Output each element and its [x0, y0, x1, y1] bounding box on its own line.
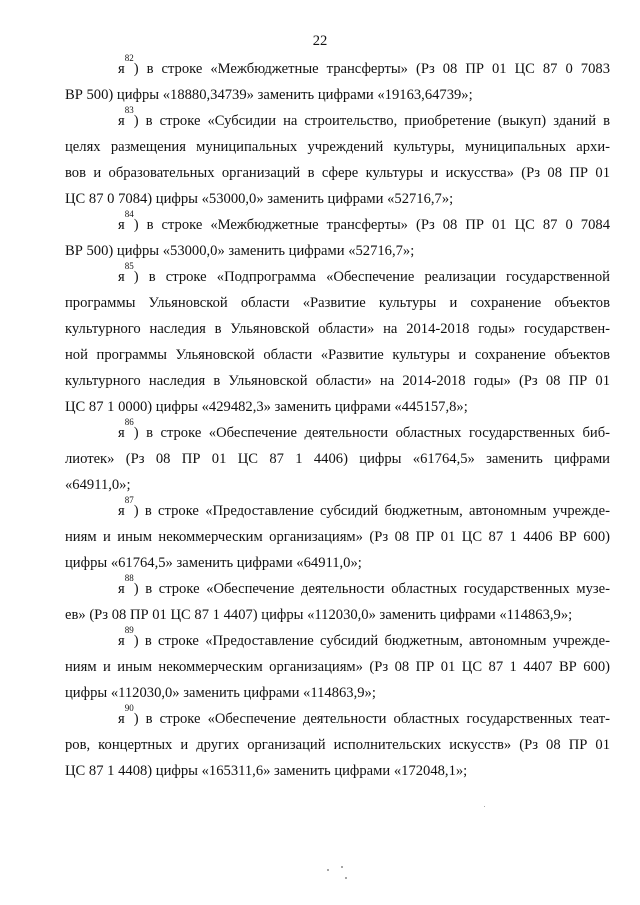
line-text: культурного наследия в Ульяновской области» на 2014-2018 годы» государствен-: [65, 321, 610, 337]
item-number: 85: [124, 261, 134, 271]
paragraph-line: [65, 758, 610, 784]
paragraph-first-line: [118, 495, 610, 524]
item-number: 86: [124, 417, 134, 427]
line-text: ) в строке «Подпрограмма «Обеспечение реализации государственной: [133, 269, 610, 285]
line-text: ниям и иным некоммерческим организациям» (Рз 08 ПР 01 ЦС 87 1 4407 ВР 600): [65, 659, 610, 675]
line-text: ниям и иным некоммерческим организациям» (Рз 08 ПР 01 ЦС 87 1 4406 ВР 600): [65, 529, 610, 545]
line-text: культурного наследия в Ульяновской области» на 2014-2018 годы» (Рз 08 ПР 01: [65, 373, 610, 389]
paragraph-line: [65, 368, 610, 394]
item-marker: я: [118, 581, 125, 597]
line-text: цифры «112030,0» заменить цифрами «114863,9»;: [65, 685, 376, 701]
line-text: ЦС 87 1 0000) цифры «429482,3» заменить цифрами «445157,8»;: [65, 399, 468, 415]
paragraph-first-line: [118, 209, 610, 238]
line-text: ) в строке «Обеспечение деятельности областных государственных теат-: [133, 711, 610, 727]
item-marker: я: [118, 633, 125, 649]
item-marker: я: [118, 269, 125, 285]
line-text: ) в строке «Субсидии на строительство, приобретение (выкуп) зданий в: [133, 113, 610, 129]
line-text: лиотек» (Рз 08 ПР 01 ЦС 87 1 4406) цифры «61764,5» заменить цифрами: [65, 451, 610, 467]
paragraph-line: [65, 446, 610, 472]
scan-speck: [341, 866, 343, 868]
item-marker: я: [118, 217, 125, 233]
paragraph-first-line: [118, 261, 610, 290]
paragraph-line: [65, 290, 610, 316]
line-text: ной программы Ульяновской области «Развитие культуры и сохранение объектов: [65, 347, 610, 363]
line-text: ) в строке «Межбюджетные трансферты» (Рз 08 ПР 01 ЦС 87 0 7083: [133, 61, 610, 77]
paragraph-line: [65, 82, 610, 108]
paragraph-line: [65, 524, 610, 550]
item-number: 90: [124, 703, 134, 713]
item-marker: я: [118, 711, 125, 727]
page-number: 22: [312, 33, 328, 49]
paragraph-line: [65, 394, 610, 420]
paragraph-line: [65, 732, 610, 758]
line-text: целях размещения муниципальных учреждений культуры, муниципальных архи-: [65, 139, 610, 155]
line-text: вов и образовательных организаций в сфере культуры и искусства» (Рз 08 ПР 01: [65, 165, 610, 181]
line-text: «64911,0»;: [65, 477, 131, 493]
paragraph-line: [65, 654, 610, 680]
paragraph-first-line: [118, 573, 610, 602]
line-text: ВР 500) цифры «53000,0» заменить цифрами «52716,7»;: [65, 243, 415, 259]
line-text: цифры «61764,5» заменить цифрами «64911,0»;: [65, 555, 362, 571]
item-marker: я: [118, 503, 125, 519]
line-text: ВР 500) цифры «18880,34739» заменить цифрами «19163,64739»;: [65, 87, 473, 103]
line-text: ЦС 87 0 7084) цифры «53000,0» заменить цифрами «52716,7»;: [65, 191, 454, 207]
item-number: 82: [124, 53, 134, 63]
paragraph-line: [65, 550, 610, 576]
paragraph-line: [65, 186, 610, 212]
paragraph-first-line: [118, 417, 610, 446]
paragraph-first-line: [118, 703, 610, 732]
paragraph-line: [65, 472, 610, 498]
item-number: 83: [124, 105, 134, 115]
paragraph-first-line: [118, 53, 610, 82]
item-marker: я: [118, 113, 125, 129]
paragraph-first-line: [118, 625, 610, 654]
paragraph-line: [65, 134, 610, 160]
paragraph-first-line: [118, 105, 610, 134]
paragraph-line: [65, 680, 610, 706]
scan-speck: [345, 877, 347, 879]
item-marker: я: [118, 61, 125, 77]
item-number: 89: [124, 625, 134, 635]
line-text: ев» (Рз 08 ПР 01 ЦС 87 1 4407) цифры «112030,0» заменить цифрами «114863,9»;: [65, 607, 573, 623]
paragraph-line: [65, 342, 610, 368]
item-number: 84: [124, 209, 134, 219]
item-number: 88: [124, 573, 134, 583]
line-text: программы Ульяновской области «Развитие культуры и сохранение объектов: [65, 295, 610, 311]
paragraph-line: [65, 238, 610, 264]
paragraph-line: [65, 160, 610, 186]
line-text: ) в строке «Обеспечение деятельности областных государственных музе-: [133, 581, 610, 597]
line-text: ) в строке «Обеспечение деятельности областных государственных биб-: [133, 425, 610, 441]
item-marker: я: [118, 425, 125, 441]
paragraph-line: [65, 602, 610, 628]
scan-speck: [327, 869, 329, 871]
scan-speck: [484, 806, 485, 807]
item-number: 87: [124, 495, 134, 505]
line-text: ) в строке «Предоставление субсидий бюджетным, автономным учрежде-: [133, 503, 610, 519]
line-text: ров, концертных и других организаций исполнительских искусств» (Рз 08 ПР 01: [65, 737, 610, 753]
line-text: ) в строке «Предоставление субсидий бюджетным, автономным учрежде-: [133, 633, 610, 649]
line-text: ЦС 87 1 4408) цифры «165311,6» заменить цифрами «172048,1»;: [65, 763, 468, 779]
paragraph-line: [65, 316, 610, 342]
line-text: ) в строке «Межбюджетные трансферты» (Рз 08 ПР 01 ЦС 87 0 7084: [133, 217, 610, 233]
